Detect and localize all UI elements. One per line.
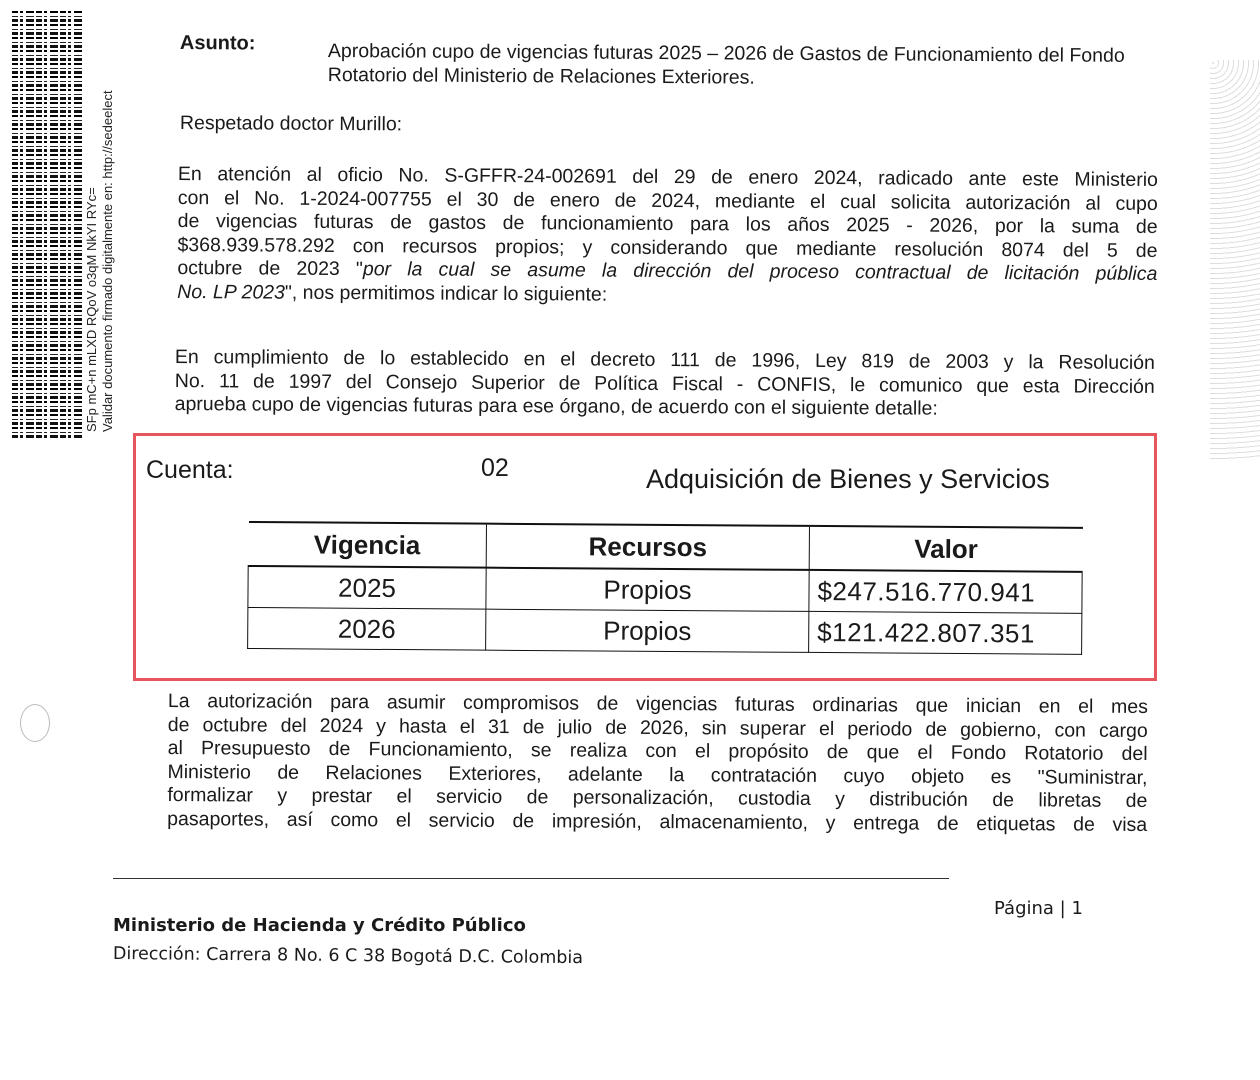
footer-address: Dirección: Carrera 8 No. 6 C 38 Bogotá D.C. Colombia [112, 944, 584, 969]
account-name: Adquisición de Bienes y Servicios [646, 464, 1050, 494]
validation-text: Validar documento firmado digitalmente en: http://sedeelect [100, 90, 115, 432]
scan-noise [1210, 60, 1260, 460]
cell-vigencia: 2026 [248, 608, 486, 651]
cell-recursos: Propios [486, 609, 809, 652]
cell-valor: $247.516.770.941 [809, 570, 1082, 613]
italic-quote: por la cual se asume la dirección del proceso contractual de licitación pública [362, 258, 1158, 285]
text-line: En atención al oficio No. S-GFFR-24-002691 del 29 de enero 2024, radicado ante este Ministerio [177, 163, 1158, 191]
subject-label: Asunto: [179, 32, 256, 55]
paragraph-compliance [175, 346, 1155, 422]
text-line: No. 11 de 1997 del Consejo Superior de Política Fiscal - CONFIS, le comunico que esta Dirección [174, 369, 1155, 398]
verification-code: SFp mC+n mLXD RQoV o3qM NkYI RYc= [84, 187, 99, 432]
column-header-vigencia: Vigencia [248, 522, 486, 568]
subject-line: Aprobación cupo de vigencias futuras 2025 – 2026 de Gastos de Funcionamiento [327, 40, 1033, 67]
footer-ministry: Ministerio de Hacienda y Crédito Público [113, 915, 526, 936]
text-line: aprueba cupo de vigencias futuras para ese órgano, de acuerdo con el siguiente detalle: [174, 392, 938, 420]
text-line: de octubre del 2024 y hasta el 31 de julio de 2026, sin superar el periodo de gobierno, con cargo [167, 713, 1148, 742]
text-line: de vigencias futuras de gastos de funcionamiento para los años 2025 - 2026, por la suma de [177, 209, 1158, 238]
text-fragment: octubre de 2023 " [177, 256, 363, 281]
table-row [248, 608, 1082, 655]
text-line: Ministerio de Relaciones Exteriores, adelante la contratación cuyo objeto es "Suministrar, [167, 760, 1148, 789]
cell-recursos: Propios [486, 568, 809, 612]
text-line: al Presupuesto de Funcionamiento, se realiza con el propósito de que el Fondo Rotatorio del [167, 736, 1148, 765]
column-header-valor: Valor [809, 526, 1082, 572]
cell-valor: $121.422.807.351 [809, 611, 1082, 654]
paragraph-request [177, 163, 1158, 310]
paragraph-authorization [167, 690, 1148, 837]
text-fragment: ", nos permitimos indicar lo siguiente: [284, 281, 608, 306]
table-header-row [248, 522, 1082, 572]
text-line: pasaportes, así como el servicio de impresión, almacenamiento, y entrega de etiquetas de visa [167, 807, 1148, 836]
punch-hole-mark [20, 704, 50, 742]
cell-vigencia: 2025 [248, 566, 486, 609]
barcode-image [12, 10, 82, 438]
subject-text [328, 40, 1178, 92]
table-row [248, 566, 1082, 613]
account-label: Cuenta: [146, 456, 234, 484]
italic-quote: No. LP 2023 [177, 280, 285, 304]
salutation: Respetado doctor Murillo: [179, 112, 403, 136]
page-number: Página | 1 [994, 898, 1083, 919]
text-line: En cumplimiento de lo establecido en el decreto 111 de 1996, Ley 819 de 2003 y la Resolución [174, 346, 1155, 374]
text-line: formalizar y prestar el servicio de personalización, custodia y distribución de libretas de [167, 783, 1148, 812]
account-number: 02 [481, 454, 509, 482]
future-budget-table [247, 521, 1083, 655]
text-line: $368.939.578.292 con recursos propios; y considerando que mediante resolución 8074 del 5 de [177, 233, 1158, 262]
footer-divider [113, 878, 949, 879]
column-header-recursos: Recursos [486, 524, 809, 570]
text-line: con el No. 1-2024-007755 el 30 de enero de 2024, mediante el cual solicita autorización al cupo [177, 186, 1158, 215]
subject-line: del Fondo Rotatorio del Ministerio de Relaciones Exteriores. [327, 44, 1125, 89]
text-line: La autorización para asumir compromisos de vigencias futuras ordinarias que inician en el mes [167, 690, 1148, 718]
